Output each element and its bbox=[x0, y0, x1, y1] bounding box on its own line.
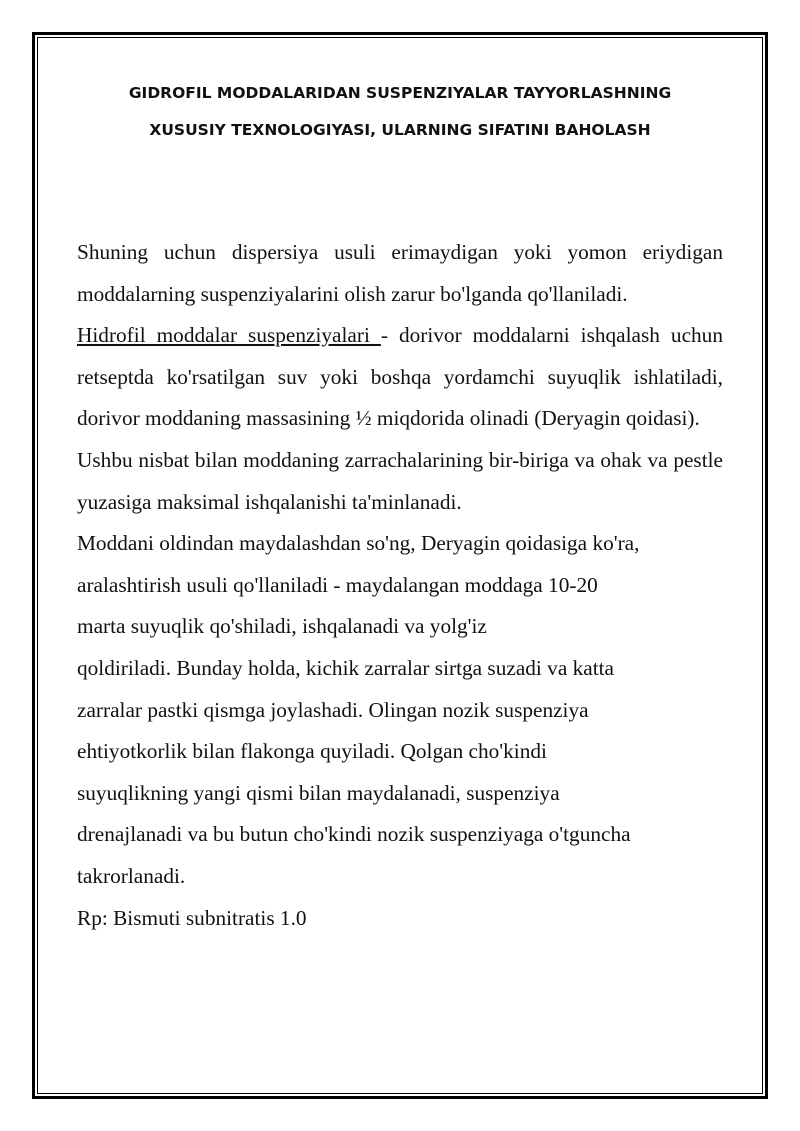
procedure-line: drenajlanadi va bu butun cho'kindi nozik suspenziyaga o'tguncha bbox=[77, 822, 631, 847]
paragraph-recipe: Rp: Bismuti subnitratis 1.0 bbox=[77, 905, 307, 930]
paragraph-ratio-friction: Ushbu nisbat bilan moddaning zarrachalarining bir-biriga va ohak va pestle yuzasiga maksimal ishqalanishi ta'minlanadi. bbox=[77, 447, 723, 514]
paragraph-hydrophilic-suspensions bbox=[77, 315, 723, 440]
procedure-line: ehtiyotkorlik bilan flakonga quyiladi. Qolgan cho'kindi bbox=[77, 739, 547, 764]
procedure-line: Moddani oldindan maydalashdan so'ng, Deryagin qoidasiga ko'ra, bbox=[77, 531, 640, 556]
document-title bbox=[60, 75, 740, 149]
paragraph-dispersion-method: Shuning uchun dispersiya usuli erimaydigan yoki yomon eriydigan moddalarning suspenziyalarini olish zarur bo'lganda qo'llaniladi. bbox=[77, 240, 723, 306]
document-body bbox=[77, 232, 723, 939]
paragraph-hydrophilic-suspensions-text: - dorivor moddalarni ishqalash uchun retseptda ko'rsatilgan suv yoki boshqa yordamchi suyuqlik ishlatiladi, dorivor moddaning massasining ½ miqdorida olinadi (Deryagin qoidasi). bbox=[77, 323, 723, 431]
procedure-line: suyuqlikning yangi qismi bilan maydalanadi, suspenziya bbox=[77, 780, 560, 805]
procedure-line: marta suyuqlik qo'shiladi, ishqalanadi va yolg'iz bbox=[77, 614, 487, 639]
title-line-2: XUSUSIY TEXNOLOGIYASI, ULARNING SIFATINI BAHOLASH bbox=[149, 121, 651, 139]
procedure-line: qoldiriladi. Bunday holda, kichik zarralar sirtga suzadi va katta bbox=[77, 655, 614, 680]
paragraph-deryagin-procedure bbox=[77, 523, 723, 897]
procedure-line: aralashtirish usuli qo'llaniladi - maydalangan moddaga 10-20 bbox=[77, 572, 598, 597]
term-hydrophilic-suspensions: Hidrofil moddalar suspenziyalari bbox=[77, 323, 381, 348]
title-line-1: GIDROFIL MODDALARIDAN SUSPENZIYALAR TAYYORLASHNING bbox=[128, 84, 672, 102]
procedure-line: zarralar pastki qismga joylashadi. Olingan nozik suspenziya bbox=[77, 697, 589, 722]
procedure-line: takrorlanadi. bbox=[77, 863, 186, 888]
